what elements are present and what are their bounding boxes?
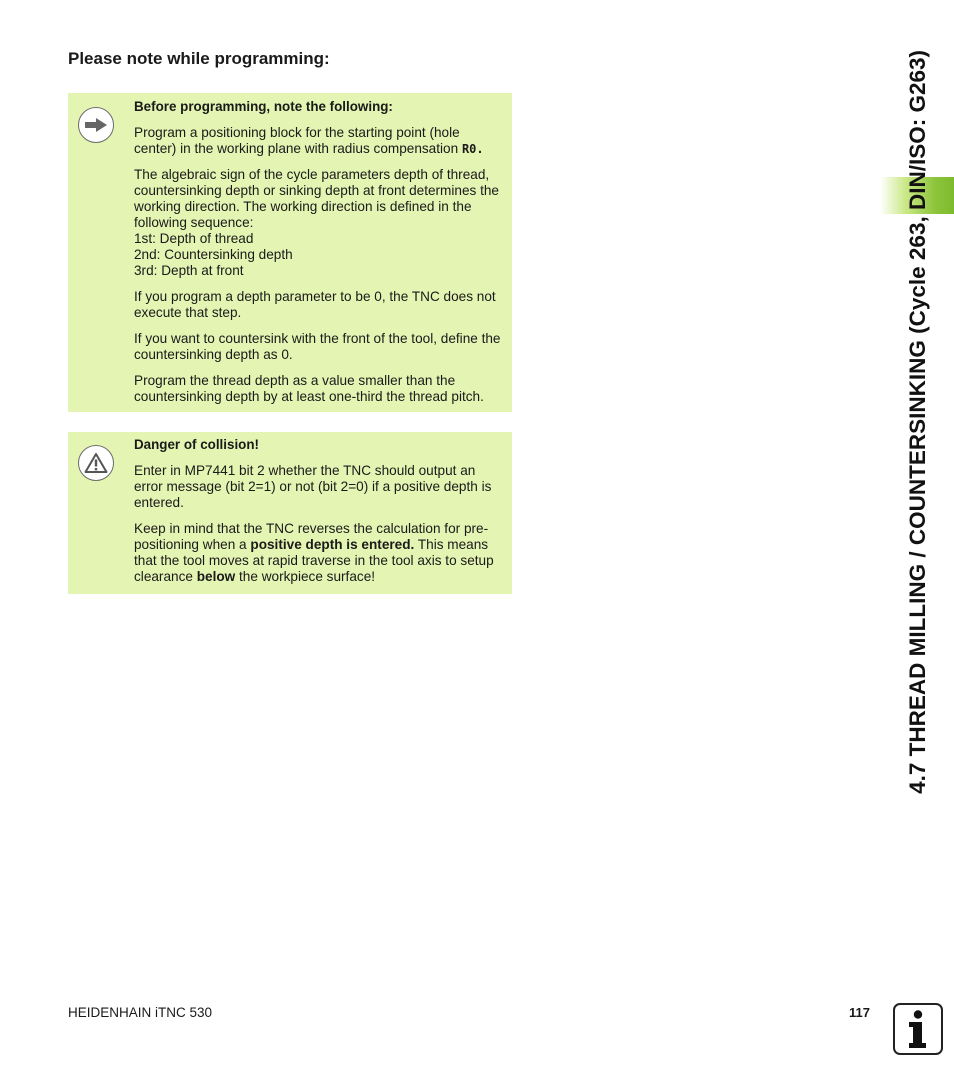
programming-note-box xyxy=(68,93,512,412)
footer-product-name: HEIDENHAIN iTNC 530 xyxy=(68,1005,213,1020)
sequence-item: 1st: Depth of thread xyxy=(134,231,254,246)
note-paragraph: If you program a depth parameter to be 0, the TNC does not execute that step. xyxy=(134,289,496,320)
warning-paragraph: Enter in MP7441 bit 2 whether the TNC should output an error message (bit 2=1) or not (bit 2=0) if a positive depth is entered. xyxy=(134,463,492,510)
code-r0: R0 xyxy=(461,142,477,156)
chapter-title: 4.7 THREAD MILLING / COUNTERSINKING (Cycle 263, DIN/ISO: G263) xyxy=(905,50,930,794)
sequence-item: 3rd: Depth at front xyxy=(134,263,244,278)
programming-note-content xyxy=(134,99,504,415)
note-title: Before programming, note the following: xyxy=(134,99,393,114)
sequence-item: 2nd: Countersinking depth xyxy=(134,247,293,262)
note-paragraph: If you want to countersink with the front of the tool, define the countersinking depth as 0. xyxy=(134,331,501,362)
info-icon xyxy=(893,1003,943,1055)
note-paragraph: The algebraic sign of the cycle parameters depth of thread, countersinking depth or sinking depth at front determines the working direction. The working direction is defined in the following sequence: 1st: Depth of thread 2nd: Countersinking depth 3rd: Depth at front xyxy=(134,167,499,278)
section-heading: Please note while programming: xyxy=(68,49,330,68)
collision-warning-box xyxy=(68,432,512,594)
warning-title: Danger of collision! xyxy=(134,437,259,452)
page-number: 117 xyxy=(849,1005,870,1020)
warning-content xyxy=(134,437,504,595)
note-paragraph: Program a positioning block for the starting point (hole center) in the working plane with radius compensation R0. xyxy=(134,125,484,156)
arrow-right-icon xyxy=(78,107,114,143)
note-paragraph: Program the thread depth as a value smaller than the countersinking depth by at least one-third the thread pitch. xyxy=(134,373,484,404)
warning-paragraph: Keep in mind that the TNC reverses the calculation for pre-positioning when a positive depth is entered. This means that the tool moves at rapid traverse in the tool axis to setup clearance below the workpiece surface! xyxy=(134,521,494,584)
warning-triangle-icon xyxy=(78,445,114,481)
